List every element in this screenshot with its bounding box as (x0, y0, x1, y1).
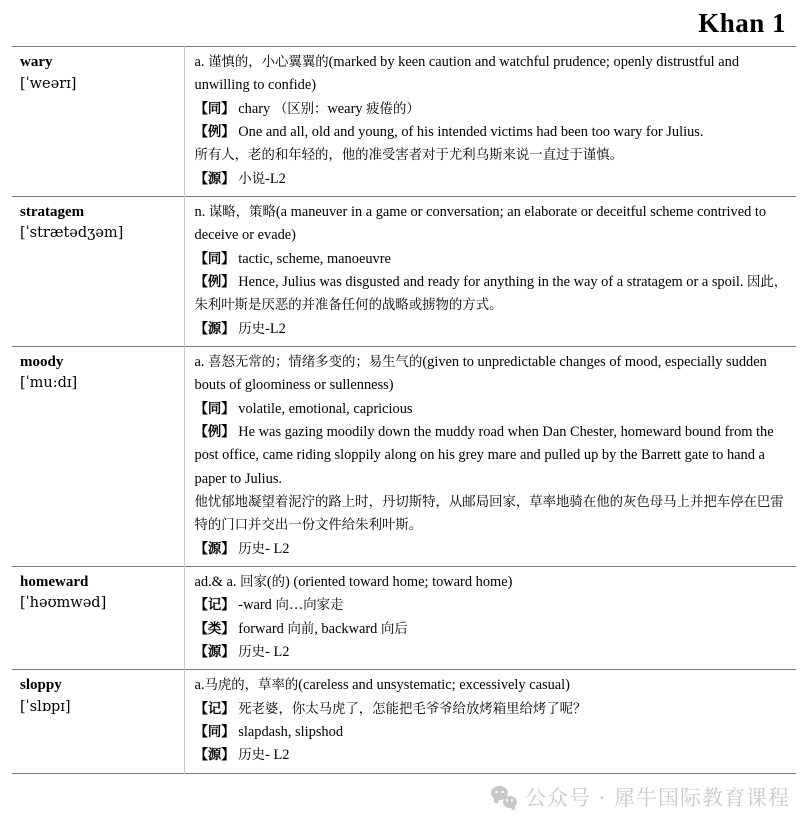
entry-tagged-line (195, 744, 795, 767)
text-run-cjk: 历史 (238, 748, 266, 764)
entry-line-text (195, 204, 767, 243)
text-run-latin: forward (238, 620, 288, 637)
entry-line-text (238, 251, 391, 267)
text-run-latin: n. (194, 203, 209, 220)
entry-tagged-line (195, 421, 795, 491)
text-run-latin: (marked by keen caution and watchful prudence; openly distrustful and unwilling to confide) (194, 54, 740, 94)
entry-line-tag: 【例】 (194, 124, 235, 140)
vocabulary-table-body (12, 47, 796, 774)
entry-line-tag: 【记】 (194, 598, 235, 614)
text-run-cjk: 喜怒无常的；情绪多变的；易生气的 (208, 354, 423, 370)
entry-tagged-line (195, 721, 795, 744)
headword: moody (20, 353, 64, 370)
entry-line-text (195, 147, 624, 163)
text-run-cjk: 疲倦的） (366, 101, 420, 117)
text-run-cjk: 历史 (238, 644, 266, 660)
headword: sloppy (20, 677, 62, 694)
text-run-latin: (given to unpredictable changes of mood, especially sudden bouts of gloominess or sullenness) (194, 353, 767, 394)
phonetic-transcription: [ˈslɒpɪ] (20, 698, 71, 715)
text-run-latin: One and all, old and young, of his intended victims had been too wary for Julius. (238, 123, 704, 140)
vocabulary-table (12, 46, 796, 774)
text-run-latin: a. (194, 54, 209, 70)
entry-tagged-line (195, 168, 795, 191)
entry-line-text (238, 401, 412, 417)
entry-line-tag: 【源】 (194, 748, 235, 764)
entry-line-tag: 【同】 (194, 724, 235, 740)
entry-line-text (238, 124, 703, 140)
entry-line-tag: 【源】 (194, 644, 235, 660)
text-run-latin: (a maneuver in a game or conversation; an elaborate or deceitful scheme contrived to deceive or evade) (194, 203, 767, 244)
entry-line-tag: 【同】 (194, 401, 235, 417)
entry-line-tag: 【例】 (194, 424, 235, 440)
phonetic-transcription: [ˈweərɪ] (20, 75, 77, 92)
entry-line (195, 144, 795, 167)
text-run-latin: - L2 (265, 643, 290, 660)
entry-word-cell (12, 566, 184, 669)
text-run-latin: a. (194, 677, 205, 694)
wechat-icon (491, 786, 517, 808)
headword: wary (20, 54, 53, 70)
text-run-latin: He was gazing moodily down the muddy road when Dan Chester, homeward bound from the post office, came riding sloppily along on his grey mare and pulled up by the Barrett gate to hand a paper to Julius. (194, 423, 774, 487)
entry-line-text (195, 54, 740, 93)
text-run-cjk: 小说 (238, 171, 266, 187)
entry-tagged-line (195, 271, 795, 318)
entry-body-cell (184, 670, 796, 773)
text-run-cjk: 历史 (238, 321, 266, 337)
vocabulary-entry-row (12, 196, 796, 346)
entry-body-cell (184, 47, 796, 197)
vocabulary-entry-row (12, 346, 796, 566)
text-run-cjk: 向后 (380, 621, 408, 637)
page-header (12, 0, 796, 46)
text-run-cjk: 马虎的，草率的 (204, 678, 299, 694)
entry-line-text (238, 621, 407, 637)
entry-tagged-line (195, 618, 795, 641)
entry-line-tag: 【同】 (194, 251, 235, 267)
text-run-latin: -L2 (265, 170, 286, 187)
text-run-cjk: 谋略，策略 (208, 204, 276, 220)
text-run-cjk: 回家 (240, 574, 267, 590)
headword: stratagem (20, 203, 85, 220)
entry-line-text (238, 724, 343, 740)
entry-tagged-line (195, 121, 795, 144)
text-run-latin: , backward (314, 620, 381, 637)
phonetic-transcription: [ˈhəʊmwəd] (20, 595, 107, 612)
entry-tagged-line (195, 641, 795, 664)
text-run-latin: slapdash, slipshod (238, 723, 344, 740)
entry-line (195, 201, 795, 248)
text-run-cjk: 的 (271, 574, 286, 590)
entry-line (195, 674, 795, 697)
text-run-cjk: 因此，朱利叶斯是厌恶的并准备任何的战略或掳物的方式。 (194, 274, 788, 314)
text-run-latin: … (288, 597, 304, 614)
entry-line (195, 491, 795, 538)
text-run-latin: - L2 (265, 747, 290, 764)
entry-line-text (195, 677, 570, 693)
text-run-latin: - L2 (265, 540, 290, 557)
entry-line-text (238, 101, 419, 117)
entry-line-text (238, 171, 286, 187)
entry-line-text (195, 574, 513, 590)
entry-body-cell (184, 196, 796, 346)
entry-line-text (238, 701, 586, 717)
entry-tagged-line (195, 248, 795, 271)
headword: homeward (20, 573, 89, 590)
text-run-latin: -L2 (265, 320, 286, 337)
entry-line-text (195, 424, 774, 487)
entry-line-tag: 【同】 (194, 101, 235, 117)
text-run-cjk: 他忧郁地凝望着泥泞的路上时，丹切斯特，从邮局回家，草率地骑在他的灰色母马上并把车停在巴雷特的门口并交出一份文件给朱利叶斯。 (194, 494, 784, 534)
entry-line (195, 51, 795, 98)
entry-line-text (195, 494, 784, 533)
vocabulary-entry-row (12, 670, 796, 773)
entry-line-tag: 【类】 (194, 621, 235, 637)
entry-line-tag: 【源】 (194, 171, 235, 187)
text-run-latin: volatile, emotional, capricious (238, 400, 413, 417)
entry-line-text (238, 541, 289, 557)
entry-word-cell (12, 196, 184, 346)
text-run-cjk: （区别： (273, 101, 328, 117)
text-run-latin: weary (327, 100, 367, 117)
text-run-cjk: 向家走 (303, 598, 344, 614)
text-run-latin: Hence, Julius was disgusted and ready for anything in the way of a stratagem or a spoil. (238, 273, 748, 290)
entry-word-cell (12, 346, 184, 566)
text-run-cjk: 向 (275, 598, 289, 614)
entry-body-cell (184, 566, 796, 669)
entry-body-cell (184, 346, 796, 566)
entry-tagged-line (195, 594, 795, 617)
text-run-cjk: 谨慎的，小心翼翼的 (208, 55, 329, 70)
entry-line-text (195, 274, 788, 313)
text-run-latin: -ward (238, 597, 276, 614)
text-run-cjk: 死老婆，你太马虎了，怎能把毛爷爷给放烤箱里给烤了呢？ (238, 701, 587, 717)
entry-tagged-line (195, 698, 795, 721)
text-run-latin: chary (238, 100, 274, 117)
entry-word-cell (12, 47, 184, 197)
text-run-cjk: 向前 (287, 621, 315, 637)
phonetic-transcription: [ˈstrætədʒəm] (20, 225, 124, 242)
text-run-latin: tactic, scheme, manoeuvre (238, 250, 391, 267)
entry-line-text (238, 597, 343, 613)
entry-tagged-line (195, 98, 795, 121)
entry-line-tag: 【源】 (194, 321, 235, 337)
entry-tagged-line (195, 538, 795, 561)
vocabulary-entry-row (12, 566, 796, 669)
text-run-latin: ( (266, 573, 272, 590)
entry-line-text (238, 644, 289, 660)
text-run-latin: (careless and unsystematic; excessively casual) (298, 677, 570, 694)
entry-line-tag: 【源】 (194, 541, 235, 557)
entry-tagged-line (195, 318, 795, 341)
text-run-latin: ad.& a. (194, 573, 241, 590)
entry-line-text (238, 747, 289, 763)
entry-line-tag: 【例】 (194, 274, 235, 290)
entry-word-cell (12, 670, 184, 773)
page-title: Khan 1 (698, 7, 786, 38)
entry-line-text (238, 321, 286, 337)
entry-tagged-line (195, 398, 795, 421)
text-run-latin: ) (oriented toward home; toward home) (285, 573, 513, 590)
text-run-latin: a. (194, 353, 209, 370)
phonetic-transcription: [ˈmu:dɪ] (20, 375, 78, 392)
text-run-cjk: 所有人，老的和年轻的，他的准受害者对于尤利乌斯来说一直过于谨慎。 (194, 148, 623, 164)
entry-line-text (195, 354, 767, 393)
watermark (491, 782, 790, 812)
vocabulary-entry-row (12, 47, 796, 197)
watermark-text: 公众号 · 犀牛国际教育课程 (524, 786, 790, 810)
text-run-cjk: 历史 (238, 541, 266, 557)
entry-line (195, 571, 795, 594)
entry-line-tag: 【记】 (194, 701, 235, 717)
entry-line (195, 351, 795, 398)
